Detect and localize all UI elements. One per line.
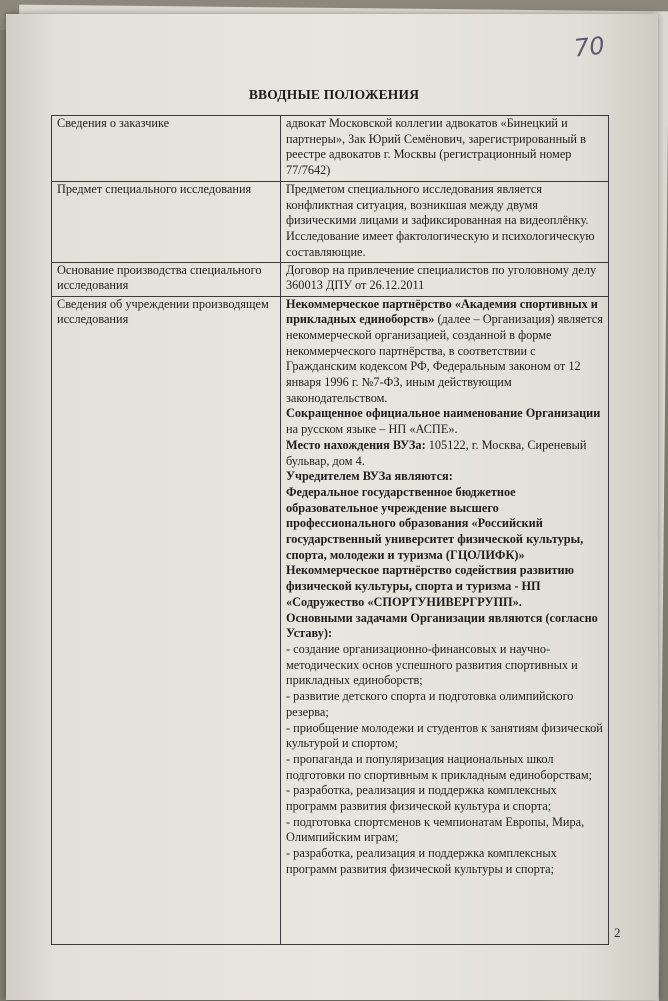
list-item: - разработка, реализация и поддержка комплексных программ развития физической культуры и спорта;	[286, 846, 557, 876]
list-item: - создание организационно-финансовых и научно-методических основ успешного развития спортивных и прикладных единоборств;	[286, 641, 578, 688]
location-value: 105122, г. Москва, Сиреневый бульвар, дом 4.	[286, 437, 587, 468]
row-label: Основание производства специального исследования	[52, 262, 281, 296]
location-label: Место нахождения ВУЗа:	[286, 437, 426, 452]
table-row	[52, 116, 609, 182]
row-value: Предметом специального исследования является конфликтная ситуация, возникшая между двумя физическими лицами и зафиксированная на видеоплёнку. Исследование имеет фактологическую и психологическую составляющие.	[281, 182, 609, 263]
short-name-value: на русском языке – НП «АСПЕ».	[286, 422, 458, 437]
location-paragraph	[286, 438, 605, 469]
row-label: Сведения о заказчике	[52, 116, 281, 182]
row-value: адвокат Московской коллегии адвокатов «Бинецкий и партнеры», Зак Юрий Семёнович, зарегистрированный в реестре адвокатов г. Москвы (регистрационный номер 77/7642)	[281, 116, 609, 182]
row-label: Сведения об учреждении производящем исследования	[52, 296, 281, 944]
short-name-paragraph	[286, 406, 605, 437]
row-label: Предмет специального исследования	[52, 182, 281, 263]
table-row	[52, 262, 609, 296]
founder-item: Федеральное государственное бюджетное образовательное учреждение высшего профессионального образования «Российский государственный университет физической культуры, спорта, молодежи и туризма (ГЦОЛИФК)»	[286, 484, 584, 562]
page-title: ВВОДНЫЕ ПОЛОЖЕНИЯ	[248, 87, 420, 102]
short-name-label: Сокращенное официальное наименование Организации	[286, 406, 601, 421]
org-paragraph	[286, 297, 605, 407]
list-item: - подготовка спортсменов к чемпионатам Европы, Мира, Олимпийским играм;	[286, 814, 585, 845]
founder-item: Некоммерческое партнёрство содействия развитию физической культуры, спорта и туризма - НП «Содружество «СПОРТУНИВЕРГРУПП».	[286, 563, 574, 609]
list-item: - приобщение молодежи и студентов к занятиям физической культурой и спортом;	[286, 720, 603, 751]
founders-heading: Учредителем ВУЗа являются:	[286, 469, 453, 484]
page-number: 2	[614, 925, 621, 940]
row-value: Договор на привлечение специалистов по уголовному делу 360013 ДПУ от 26.12.2011	[281, 262, 609, 296]
organization-details	[281, 296, 609, 944]
org-description: (далее – Организация) является некоммерческой организацией, созданной в форме некоммерческого партнёрства, в соответствии с Гражданским кодексом РФ, Федеральным законом от 12 января 1996 г. №7-ФЗ, иным действующим законодательством.	[286, 312, 603, 405]
intro-table	[51, 115, 609, 945]
list-item: - разработка, реализация и поддержка комплексных программ развития физической культура и спорта;	[286, 783, 557, 814]
table-row	[52, 296, 609, 944]
tasks-heading: Основными задачами Организации являются (согласно Уставу):	[286, 610, 598, 641]
table-row	[52, 182, 609, 263]
org-name: Некоммерческое партнёрство «Академия спортивных и прикладных единоборств»	[286, 296, 598, 327]
list-item: - развитие детского спорта и подготовка олимпийского резерва;	[286, 689, 574, 719]
handwritten-page-number: 70	[572, 31, 606, 63]
task-list	[286, 642, 605, 878]
list-item: - пропаганда и популяризация национальных школ подготовки по спортивным к прикладным единоборствам;	[286, 751, 593, 782]
